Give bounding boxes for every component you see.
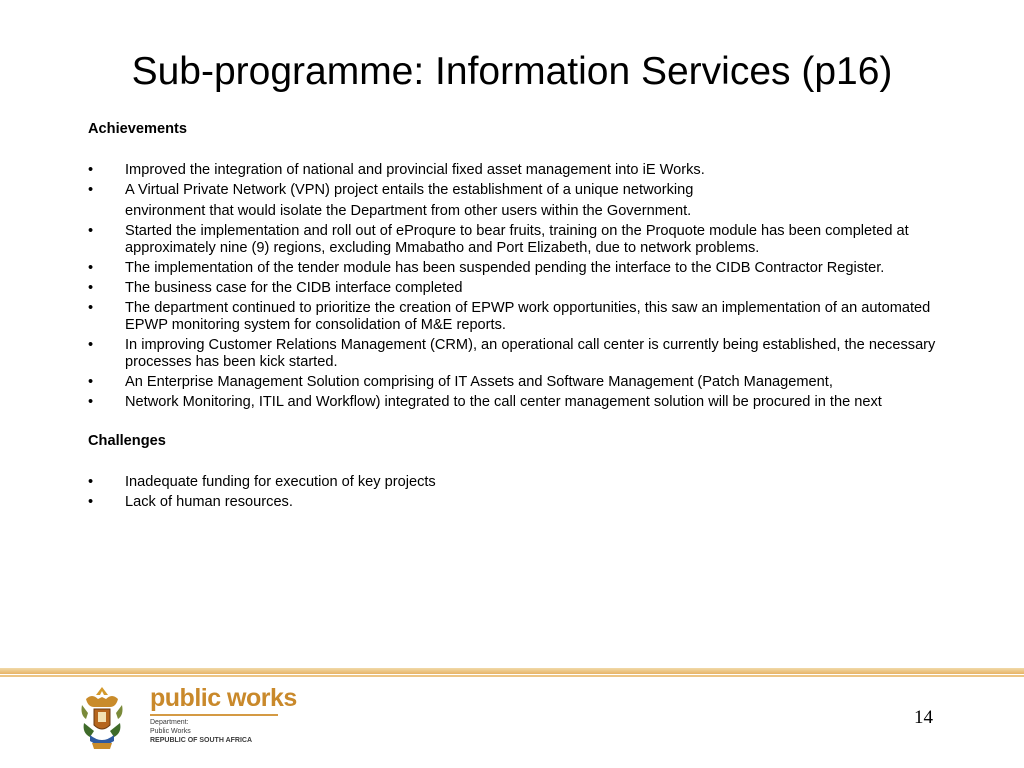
logo-line-department: Department: [150,719,189,726]
list-item [88,260,938,277]
list-item [88,337,938,371]
list-item-text: The department continued to prioritize the creation of EPWP work opportunities, this saw an implementation of an automated EPWP monitoring system for consolidation of M&E reports. [125,300,931,333]
list-item [88,474,938,491]
list-item [88,182,938,220]
achievements-heading: Achievements [88,121,187,137]
list-item [88,280,938,297]
list-item [88,162,938,179]
footer-divider [0,668,1024,674]
list-item-text: Lack of human resources. [125,494,293,510]
challenges-heading: Challenges [88,433,166,449]
bullet-icon: • [88,280,94,296]
bullet-icon: • [88,260,94,276]
list-item-text: An Enterprise Management Solution comprising of IT Assets and Software Management (Patch Management, [125,374,833,390]
bullet-icon: • [88,300,94,316]
slide-title: Sub-programme: Information Services (p16) [131,50,893,93]
slide-body [88,121,938,514]
list-item-text: In improving Customer Relations Management (CRM), an operational call center is currently being established, the necessary processes has been kick started. [125,337,936,370]
bullet-icon: • [88,182,94,198]
bullet-icon: • [88,162,94,178]
bullet-icon: • [88,474,94,490]
list-item-text: Network Monitoring, ITIL and Workflow) integrated to the call center management solution will be procured in the next [125,394,882,410]
list-item [88,300,938,334]
logo-rule [150,714,278,716]
list-item-text: The business case for the CIDB interface completed [125,280,463,296]
list-item-text: Improved the integration of national and provincial fixed asset management into iE Works. [125,162,705,178]
logo-line-republic: REPUBLIC OF SOUTH AFRICA [150,737,253,744]
bullet-icon: • [88,337,94,353]
bullet-icon: • [88,494,94,510]
list-item-text: A Virtual Private Network (VPN) project entails the establishment of a unique networking [125,182,694,198]
public-works-logo: public works [150,684,297,712]
bullet-icon: • [88,223,94,239]
achievements-list [88,162,938,411]
list-item [88,494,938,511]
logo-subtext [150,718,252,745]
bullet-icon: • [88,374,94,390]
list-item [88,394,938,411]
coat-of-arms-icon [78,685,126,753]
list-item-text: Inadequate funding for execution of key projects [125,474,436,490]
bullet-icon: • [88,394,94,410]
list-item [88,223,938,257]
logo-line-public-works: Public Works [150,728,191,735]
list-item-text: The implementation of the tender module has been suspended pending the interface to the CIDB Contractor Register. [125,260,885,276]
challenges-list [88,474,938,511]
page-number: 14 [914,707,933,728]
list-item-continuation: environment that would isolate the Department from other users within the Government. [125,203,692,219]
list-item [88,374,938,391]
footer-divider-thin [0,675,1024,677]
list-item-text: Started the implementation and roll out of eProqure to bear fruits, training on the Proquote module has been completed at approximately nine (9) regions, excluding Mmabatho and Port Elizabeth, due to network problems. [125,223,909,256]
